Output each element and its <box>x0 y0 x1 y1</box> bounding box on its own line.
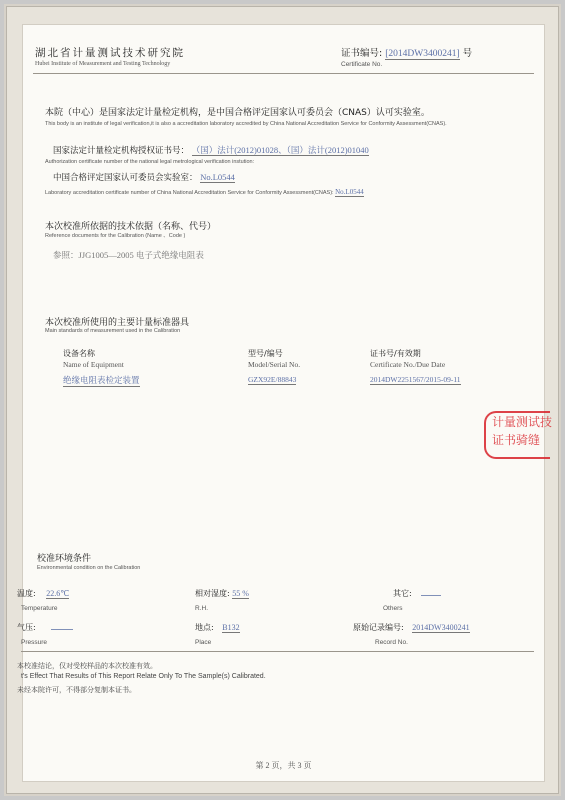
cnas-line <box>53 171 235 183</box>
equipment-cert: 2014DW2251567/2015-09-11 <box>370 375 461 384</box>
record-label-cn: 原始记录编号: <box>353 623 404 632</box>
auth-label-en: Authorization certificate number of the national legal metrological verification instution: <box>45 159 255 165</box>
seal-line-1: 计量测试技 <box>492 415 553 429</box>
temp-label-cn: 温度: <box>17 589 36 598</box>
org-name-cn: 湖北省计量测试技术研究院 <box>35 47 185 59</box>
cnas-value-en: No.L0544 <box>335 188 364 196</box>
temp-field <box>17 588 69 599</box>
col-cert-en: Certificate No./Due Date <box>370 360 446 369</box>
cert-label-en: Certificate No. <box>341 61 383 68</box>
auth-value: （国）法计(2012)01028、（国）法计(2012)01040 <box>191 145 369 155</box>
cert-suffix: 号 <box>462 48 473 59</box>
other-label-cn: 其它: <box>393 589 412 598</box>
env-title-cn: 校准环境条件 <box>37 554 92 564</box>
header-divider <box>33 73 534 74</box>
env-title-en: Environmental condition on the Calibration <box>37 565 141 571</box>
standards-title-en: Main standards of measurement used in the Calibration <box>45 328 181 334</box>
org-name-en: Hubei Institute of Measurement and Testing Technology <box>35 61 171 67</box>
record-field <box>353 622 470 633</box>
col-name-en: Name of Equipment <box>63 360 124 369</box>
cnas-line-en <box>45 188 364 196</box>
cert-number-line <box>341 45 472 59</box>
basis-value: 参照：JJG1005—2005 电子式绝缘电阻表 <box>53 250 204 260</box>
place-value: B132 <box>222 623 240 632</box>
temp-value: 22.6℃ <box>46 589 70 598</box>
basis-title-en: Reference documents for the Calibration (Name 、Code ) <box>45 233 186 239</box>
cnas-value: No.L0544 <box>200 172 235 182</box>
cert-number: [2014DW3400241] <box>385 49 460 59</box>
place-label-cn: 地点: <box>195 623 214 632</box>
auth-label-cn: 国家法定计量检定机构授权证书号： <box>53 146 190 156</box>
note-3: 未经本院许可，不得部分复制本证书。 <box>17 686 136 694</box>
cnas-label-en: Laboratory accreditation certificate number of China National Accreditation Service for Conformity Assessment(CNAS): <box>45 190 334 196</box>
col-model-en: Model/Serial No. <box>248 360 301 369</box>
place-label-en: Place <box>195 639 212 646</box>
record-label-en: Record No. <box>375 639 408 646</box>
place-field <box>195 622 240 633</box>
page-number: 第 2 页，共 3 页 <box>255 761 312 770</box>
col-cert-cn: 证书号/有效期 <box>370 349 421 358</box>
notes-divider <box>21 651 534 652</box>
equipment-name: 绝缘电阻表检定装置 <box>63 376 140 386</box>
humidity-label-en: R.H. <box>195 605 208 612</box>
humidity-value: 55 % <box>232 589 249 598</box>
pressure-label-cn: 气压: <box>17 623 36 632</box>
seal-line-2: 证书骑缝 <box>492 433 541 447</box>
temp-label-en: Temperature <box>21 605 58 612</box>
certificate-page <box>17 24 553 782</box>
note-1: 本校准结论，仅对受校样品的本次校准有效。 <box>17 662 157 670</box>
other-field <box>393 588 412 599</box>
intro-en: This body is an institute of legal verification,it is also a accreditation laboratory accredited by China National Accreditation Service for Conformity Assessment(CNAS). <box>45 121 447 127</box>
other-label-en: Others <box>383 605 403 612</box>
record-value: 2014DW3400241 <box>412 623 470 632</box>
pressure-field <box>17 622 36 633</box>
cert-label-cn: 证书编号: <box>341 48 383 59</box>
pressure-blank-line <box>51 629 73 630</box>
seal-stamp <box>484 411 553 459</box>
note-2: t's Effect That Results of This Report Relate Only To The Sample(s) Calibrated. <box>21 673 266 680</box>
basis-title-cn: 本次校准所依据的技术依据（名称、代号） <box>45 222 217 232</box>
col-model-cn: 型号/编号 <box>248 349 283 358</box>
humidity-label-cn: 相对湿度: <box>195 589 230 598</box>
humidity-field <box>195 588 249 599</box>
auth-line <box>53 144 369 156</box>
standards-title-cn: 本次校准所使用的主要计量标准器具 <box>45 318 190 328</box>
col-name-cn: 设备名称 <box>63 349 95 358</box>
cnas-label-cn: 中国合格评定国家认可委员会实验室： <box>53 173 198 183</box>
other-blank-line <box>421 595 441 596</box>
equipment-model: GZX92E/88843 <box>248 375 297 384</box>
pressure-label-en: Pressure <box>21 639 48 646</box>
intro-cn: 本院（中心）是国家法定计量检定机构，是中国合格评定国家认可委员会（CNAS）认可实验室。 <box>45 108 430 118</box>
